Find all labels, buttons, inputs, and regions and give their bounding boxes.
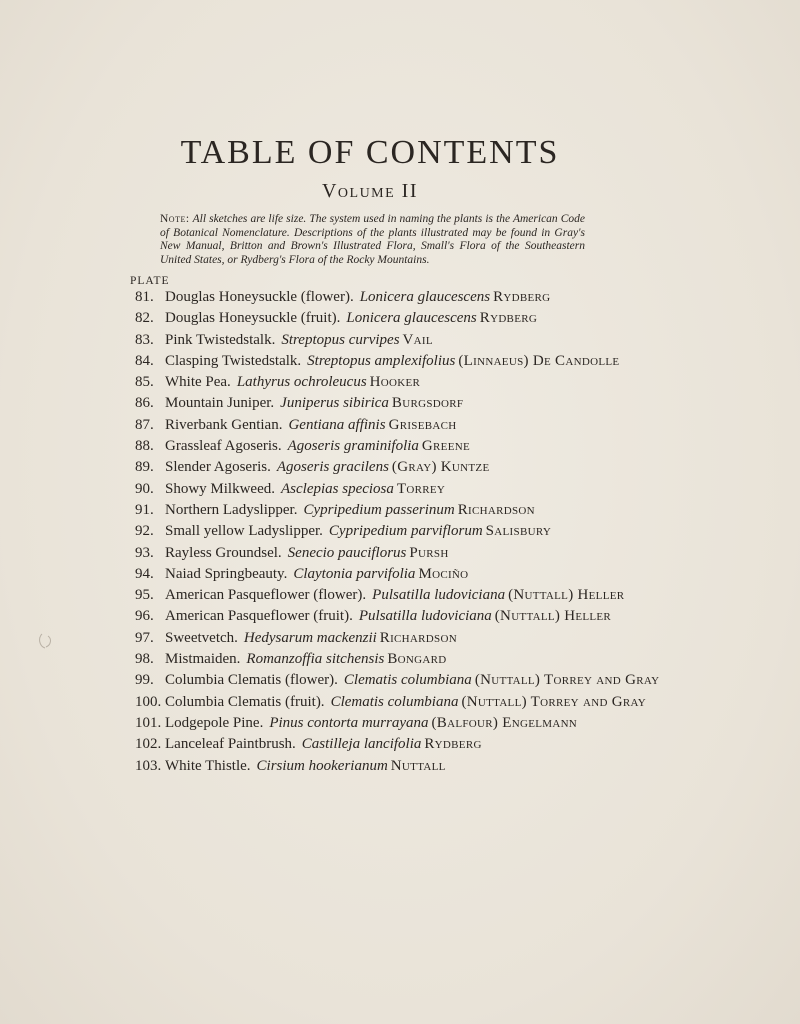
- authority-name: Rydberg: [424, 736, 482, 753]
- plate-number: 103.: [135, 757, 162, 774]
- entry-text: [165, 521, 551, 542]
- scientific-name: Lonicera glaucescens: [346, 310, 477, 327]
- plate-number: 101.: [135, 714, 162, 731]
- authority-name: Rydberg: [493, 289, 551, 305]
- scientific-name: Cypripedium parviflorum: [328, 523, 483, 540]
- entry-text: [165, 713, 577, 734]
- plate-number: 89.: [135, 459, 154, 476]
- list-item: [0, 287, 800, 308]
- note-label: Note:: [160, 213, 190, 225]
- entry-text: [165, 479, 445, 500]
- entry-text: [165, 330, 433, 351]
- common-name: White Pea.: [165, 374, 231, 391]
- authority-name: (Nuttall) Heller: [494, 608, 612, 625]
- plate-number: 82.: [135, 310, 154, 327]
- common-name: Grassleaf Agoseris.: [165, 438, 282, 455]
- plate-number: 84.: [135, 352, 154, 369]
- scientific-name: Hedysarum mackenzii: [243, 629, 377, 646]
- list-item: [0, 457, 800, 478]
- entry-text: [165, 734, 482, 755]
- plate-number: 90.: [135, 480, 154, 497]
- margin-mark-icon: [36, 630, 58, 652]
- common-name: Mountain Juniper.: [165, 395, 275, 412]
- entry-text: [165, 500, 535, 521]
- authority-name: Torrey: [396, 480, 446, 497]
- entry-text: [165, 692, 646, 713]
- plate-number: 81.: [135, 289, 154, 305]
- list-item: [0, 670, 800, 691]
- note-paragraph: [160, 213, 585, 267]
- scientific-name: Senecio pauciflorus: [287, 544, 407, 561]
- list-item: [0, 330, 800, 351]
- plate-number: 86.: [135, 395, 154, 412]
- common-name: White Thistle.: [165, 757, 251, 774]
- list-item: [0, 479, 800, 500]
- list-item: [0, 543, 800, 564]
- entry-text: [165, 308, 537, 329]
- list-item: [0, 351, 800, 372]
- common-name: Naiad Springbeauty.: [165, 565, 288, 582]
- common-name: Mistmaiden.: [165, 651, 241, 668]
- common-name: Riverbank Gentian.: [165, 416, 283, 433]
- plate-number: 99.: [135, 672, 154, 689]
- common-name: American Pasqueflower (fruit).: [165, 608, 353, 625]
- plate-number: 94.: [135, 565, 154, 582]
- entry-text: [165, 287, 550, 308]
- common-name: American Pasqueflower (flower).: [165, 587, 367, 604]
- common-name: Northern Ladyslipper.: [165, 501, 298, 518]
- common-name: Showy Milkweed.: [165, 480, 275, 497]
- entry-text: [165, 372, 420, 393]
- list-item: [0, 734, 800, 755]
- authority-name: (Gray) Kuntze: [391, 459, 490, 476]
- entry-text: [165, 457, 489, 478]
- authority-name: Hooker: [369, 374, 421, 391]
- common-name: Sweetvetch.: [165, 629, 238, 646]
- entry-text: [165, 436, 470, 457]
- list-item: [0, 606, 800, 627]
- list-item: [0, 436, 800, 457]
- scientific-name: Juniperus sibirica: [280, 395, 389, 412]
- authority-name: Burgsdorf: [391, 395, 464, 412]
- scientific-name: Claytonia parvifolia: [293, 565, 416, 582]
- entry-text: [165, 585, 624, 606]
- list-item: [0, 372, 800, 393]
- entry-text: [165, 649, 447, 670]
- entry-text: [165, 543, 449, 564]
- entry-text: [165, 756, 446, 777]
- scientific-name: Gentiana affinis: [288, 416, 386, 433]
- scientific-name: Castilleja lancifolia: [301, 736, 422, 753]
- authority-name: Richardson: [457, 501, 535, 518]
- scientific-name: Cypripedium passerinum: [303, 501, 455, 518]
- authority-name: Greene: [421, 438, 470, 455]
- list-item: [0, 308, 800, 329]
- list-item: [0, 393, 800, 414]
- authority-name: Nuttall: [390, 757, 446, 774]
- scientific-name: Asclepias speciosa: [281, 480, 394, 497]
- plate-number: 85.: [135, 374, 154, 391]
- common-name: Pink Twistedstalk.: [165, 331, 276, 348]
- list-item: [0, 500, 800, 521]
- contents-list: [0, 287, 800, 777]
- scientific-name: Agoseris gracilens: [276, 459, 389, 476]
- scientific-name: Lonicera glaucescens: [359, 289, 491, 305]
- scientific-name: Clematis columbiana: [343, 672, 472, 689]
- plate-number: 87.: [135, 416, 154, 433]
- scientific-name: Streptopus curvipes: [281, 331, 400, 348]
- note-text: All sketches are life size. The system used in naming the plants is the American Code of Botanical Nomenclature. Descriptions of the plants illustrated may be found in Gray's New Manual, Britton and Brown's Illustrated Flora, Small's Flora of the Southeastern United States, or Rydberg's Flora of the Rocky Mountains.: [160, 213, 585, 266]
- scientific-name: Cirsium hookerianum: [256, 757, 388, 774]
- common-name: Lanceleaf Paintbrush.: [165, 736, 296, 753]
- common-name: Rayless Groundsel.: [165, 544, 282, 561]
- common-name: Douglas Honeysuckle (flower).: [165, 289, 354, 305]
- common-name: Douglas Honeysuckle (fruit).: [165, 310, 341, 327]
- list-item: [0, 713, 800, 734]
- plate-number: 96.: [135, 608, 154, 625]
- authority-name: (Nuttall) Torrey and Gray: [461, 693, 646, 710]
- plate-number: 100.: [135, 693, 162, 710]
- volume-heading: Volume II: [321, 180, 419, 202]
- list-item: [0, 756, 800, 777]
- plate-number: 83.: [135, 331, 154, 348]
- authority-name: Richardson: [379, 629, 457, 646]
- authority-name: (Balfour) Engelmann: [431, 714, 578, 731]
- entry-text: [165, 415, 457, 436]
- authority-name: Bongard: [387, 651, 447, 668]
- plate-column-heading: PLATE: [130, 275, 170, 287]
- list-item: [0, 415, 800, 436]
- common-name: Lodgepole Pine.: [165, 714, 264, 731]
- authority-name: (Nuttall) Heller: [508, 587, 625, 604]
- plate-number: 98.: [135, 651, 154, 668]
- plate-number: 88.: [135, 438, 154, 455]
- entry-text: [165, 628, 457, 649]
- common-name: Columbia Clematis (fruit).: [165, 693, 325, 710]
- scientific-name: Pulsatilla ludoviciana: [372, 587, 506, 604]
- scientific-name: Clematis columbiana: [330, 693, 459, 710]
- scientific-name: Romanzoffia sitchensis: [246, 651, 385, 668]
- plate-number: 91.: [135, 501, 154, 518]
- list-item: [0, 692, 800, 713]
- list-item: [0, 649, 800, 670]
- authority-name: Rydberg: [479, 310, 538, 327]
- plate-number: 93.: [135, 544, 154, 561]
- authority-name: Grisebach: [388, 416, 457, 433]
- scientific-name: Lathyrus ochroleucus: [236, 374, 367, 391]
- common-name: Slender Agoseris.: [165, 459, 271, 476]
- common-name: Clasping Twistedstalk.: [165, 352, 302, 369]
- authority-name: Salisbury: [485, 523, 552, 540]
- entry-text: [165, 564, 468, 585]
- common-name: Columbia Clematis (flower).: [165, 672, 338, 689]
- entry-text: [165, 351, 619, 372]
- plate-number: 92.: [135, 523, 154, 540]
- scientific-name: Pinus contorta murrayana: [269, 714, 429, 731]
- authority-name: Vail: [402, 331, 433, 348]
- scientific-name: Streptopus amplexifolius: [307, 352, 456, 369]
- entry-text: [165, 670, 659, 691]
- common-name: Small yellow Ladyslipper.: [165, 523, 323, 540]
- page-title: TABLE OF CONTENTS: [180, 134, 560, 171]
- list-item: [0, 564, 800, 585]
- plate-number: 95.: [135, 587, 154, 604]
- list-item: [0, 521, 800, 542]
- list-item: [0, 628, 800, 649]
- authority-name: (Linnaeus) De Candolle: [458, 352, 620, 369]
- plate-number: 97.: [135, 629, 154, 646]
- authority-name: Pursh: [409, 544, 449, 561]
- entry-text: [165, 393, 463, 414]
- plate-number: 102.: [135, 736, 162, 753]
- authority-name: (Nuttall) Torrey and Gray: [474, 672, 660, 689]
- scientific-name: Agoseris graminifolia: [287, 438, 419, 455]
- authority-name: Mociño: [418, 565, 469, 582]
- list-item: [0, 585, 800, 606]
- scientific-name: Pulsatilla ludoviciana: [358, 608, 492, 625]
- entry-text: [165, 606, 611, 627]
